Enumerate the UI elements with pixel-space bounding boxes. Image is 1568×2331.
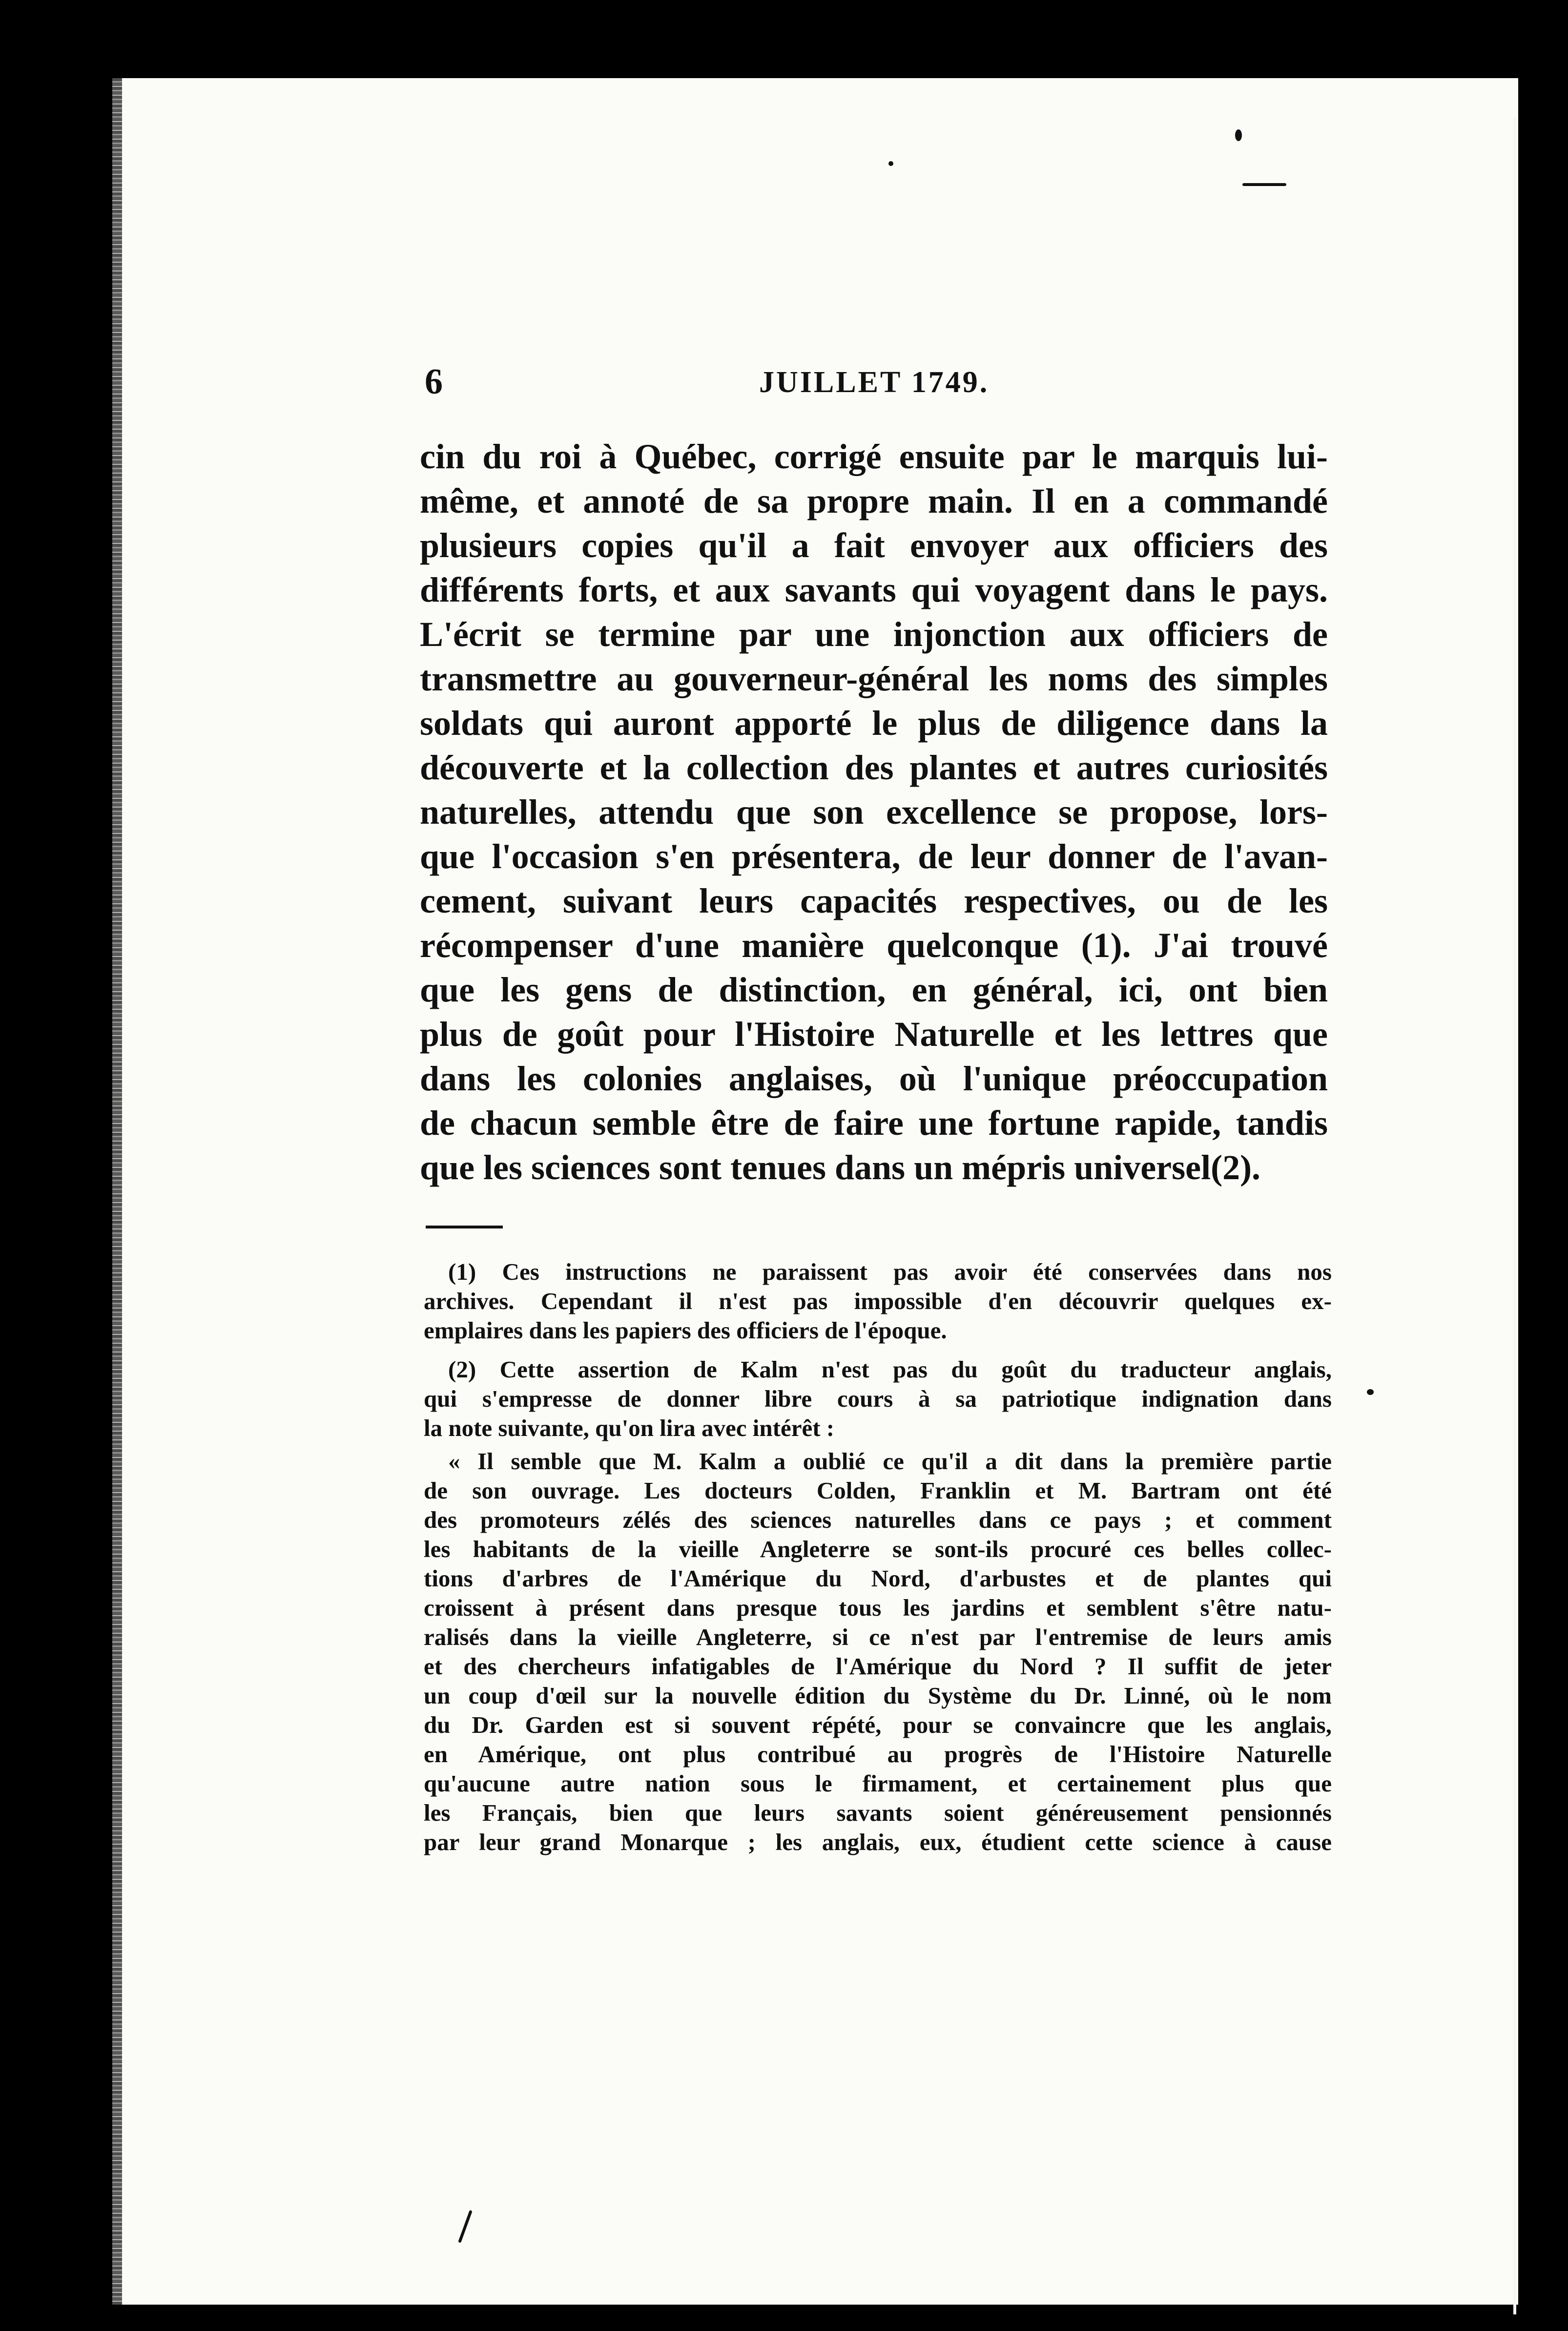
footnote-line: emplaires dans les papiers des officiers de l'époque. (424, 1317, 947, 1344)
body-line: que les gens de distinction, en général, ici, ont bien (420, 970, 1328, 1009)
running-title: JUILLET 1749. (759, 366, 990, 399)
quote-line: de son ouvrage. Les docteurs Colden, Franklin et M. Bartram ont été (424, 1477, 1332, 1504)
footnote-2 (424, 1355, 1332, 1443)
scan-speck (1235, 129, 1242, 141)
next-page-edge (1519, 0, 1568, 2331)
body-line: que les sciences sont tenues dans un mépris universel(2). (420, 1148, 1261, 1187)
body-line: plusieurs copies qu'il a fait envoyer aux officiers des (420, 526, 1328, 565)
page-number: 6 (425, 362, 443, 402)
quote-line: des promoteurs zélés des sciences naturelles dans ce pays ; et comment (424, 1506, 1332, 1533)
quote-line: les Français, bien que leurs savants soient généreusement pensionnés (424, 1799, 1332, 1826)
footnote-line: (2) Cette assertion de Kalm n'est pas du goût du traducteur anglais, (448, 1356, 1332, 1383)
body-line: transmettre au gouverneur-général les noms des simples (420, 659, 1328, 698)
body-line: cement, suivant leurs capacités respectives, ou de les (420, 881, 1328, 920)
quote-line: qu'aucune autre nation sous le firmament, et certainement plus que (424, 1770, 1332, 1797)
body-line: soldats qui auront apporté le plus de diligence dans la (420, 704, 1328, 743)
next-page-margin-line (1513, 117, 1516, 2314)
quote-line: les habitants de la vieille Angleterre se sont-ils procuré ces belles collec- (424, 1536, 1332, 1562)
scan-speck (1367, 1389, 1374, 1395)
scan-speck (888, 161, 893, 166)
footnote-separator-rule (426, 1226, 503, 1228)
body-paragraph (420, 435, 1328, 1190)
body-line: de chacun semble être de faire une fortune rapide, tandis (420, 1103, 1328, 1143)
body-line: récompenser d'une manière quelconque (1). J'ai trouvé (420, 926, 1328, 965)
footnote-line: qui s'empresse de donner libre cours à sa patriotique indignation dans (424, 1385, 1332, 1412)
page-header (305, 361, 998, 420)
body-line: L'écrit se termine par une injonction aux officiers de (420, 615, 1328, 654)
body-line: dans les colonies anglaises, où l'unique préoccupation (420, 1059, 1328, 1098)
footnote-1 (424, 1257, 1332, 1345)
quote-line: « Il semble que M. Kalm a oublié ce qu'il a dit dans la première partie (448, 1448, 1332, 1475)
body-line: découverte et la collection des plantes et autres curiosités (420, 748, 1328, 787)
binding-edge (112, 78, 122, 2305)
body-line: différents forts, et aux savants qui voyagent dans le pays. (420, 570, 1328, 609)
quote-line: du Dr. Garden est si souvent répété, pour se convaincre que les anglais, (424, 1711, 1332, 1738)
quote-line: en Amérique, ont plus contribué au progrès de l'Histoire Naturelle (424, 1741, 1332, 1768)
footnote-quote (424, 1447, 1332, 1857)
footnote-line: la note suivante, qu'on lira avec intérêt : (424, 1415, 835, 1441)
body-line: même, et annoté de sa propre main. Il en a commandé (420, 481, 1328, 520)
quote-line: par leur grand Monarque ; les anglais, eux, étudient cette science à cause (424, 1829, 1332, 1855)
quote-line: tions d'arbres de l'Amérique du Nord, d'arbustes et de plantes qui (424, 1565, 1332, 1592)
body-line: cin du roi à Québec, corrigé ensuite par le marquis lui- (420, 437, 1328, 476)
quote-line: ralisés dans la vieille Angleterre, si ce n'est par l'entremise de leurs amis (424, 1623, 1332, 1650)
body-line: que l'occasion s'en présentera, de leur donner de l'avan- (420, 837, 1328, 876)
footnotes (424, 1257, 1332, 1857)
footnote-line: (1) Ces instructions ne paraissent pas avoir été conservées dans nos (448, 1258, 1332, 1285)
quote-line: croissent à présent dans presque tous les jardins et semblent s'être natu- (424, 1594, 1332, 1621)
body-line: naturelles, attendu que son excellence se propose, lors- (420, 792, 1328, 832)
quote-line: un coup d'œil sur la nouvelle édition du Système du Dr. Linné, où le nom (424, 1682, 1332, 1709)
footnote-line: archives. Cependant il n'est pas impossible d'en découvrir quelques ex- (424, 1288, 1332, 1314)
scan-speck (1242, 183, 1286, 186)
body-line: plus de goût pour l'Histoire Naturelle et les lettres que (420, 1015, 1328, 1054)
quote-line: et des chercheurs infatigables de l'Amérique du Nord ? Il suffit de jeter (424, 1653, 1332, 1680)
